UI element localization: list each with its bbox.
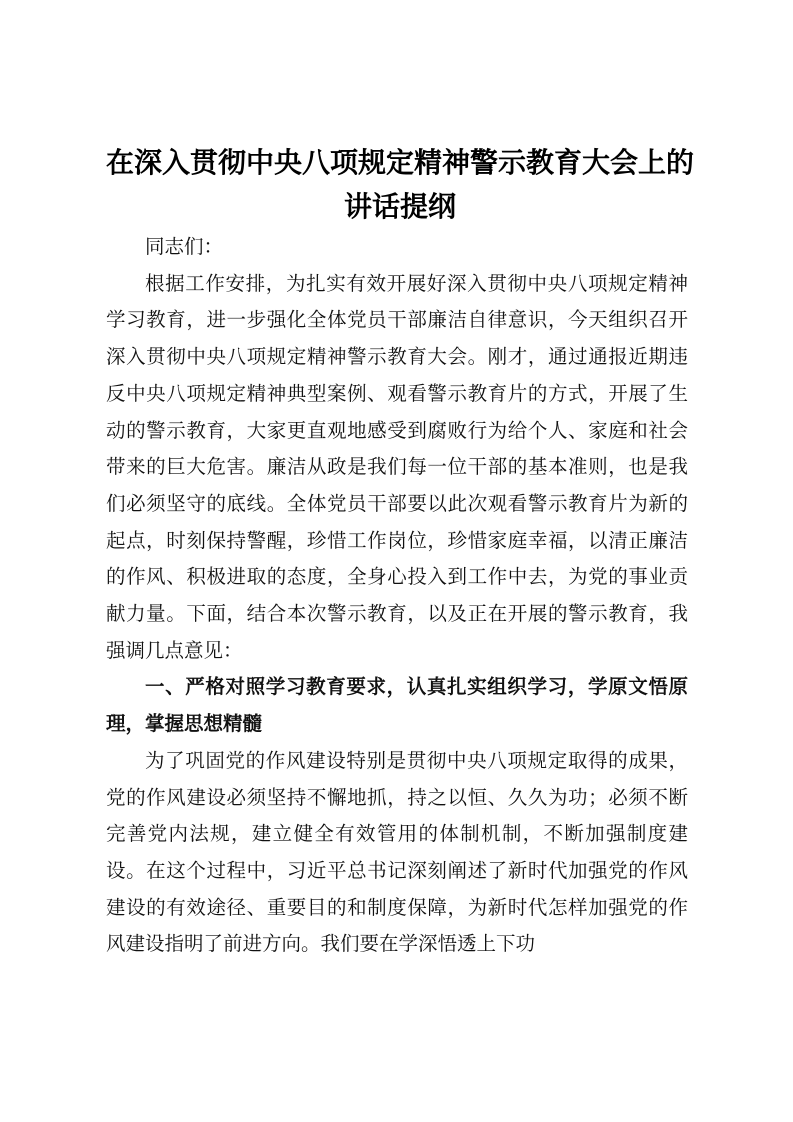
- intro-paragraph: 根据工作安排，为扎实有效开展好深入贯彻中央八项规定精神学习教育，进一步强化全体党员干部廉洁自律意识，今天组织召开深入贯彻中央八项规定精神警示教育大会。刚才，通过通报近期违反中央八项规定精神典型案例、观看警示教育片的方式，开展了生动的警示教育，大家更直观地感受到腐败行为给个人、家庭和社会带来的巨大危害。廉洁从政是我们每一位干部的基本准则，也是我们必须坚守的底线。全体党员干部要以此次观看警示教育片为新的起点，时刻保持警醒，珍惜工作岗位，珍惜家庭幸福，以清正廉洁的作风、积极进取的态度，全身心投入到工作中去，为党的事业贡献力量。下面，结合本次警示教育，以及正在开展的警示教育，我强调几点意见：: [106, 271, 688, 662]
- salutation: 同志们：: [145, 235, 224, 258]
- section-heading-1: 一、严格对照学习教育要求，认真扎实组织学习，学原文悟原理，掌握思想精髓: [106, 675, 688, 736]
- section-1-paragraph: 为了巩固党的作风建设特别是贯彻中央八项规定取得的成果，党的作风建设必须坚持不懈地抓，持之以恒、久久为功；必须不断完善党内法规，建立健全有效管用的体制机制，不断加强制度建设。在这个过程中，习近平总书记深刻阐述了新时代加强党的作风建设的有效途径、重要目的和制度保障，为新时代怎样加强党的作风建设指明了前进方向。我们要在学深悟透上下功: [106, 748, 688, 956]
- document-body: [106, 229, 688, 963]
- document-title: 在深入贯彻中央八项规定精神警示教育大会上的讲话提纲: [105, 146, 694, 223]
